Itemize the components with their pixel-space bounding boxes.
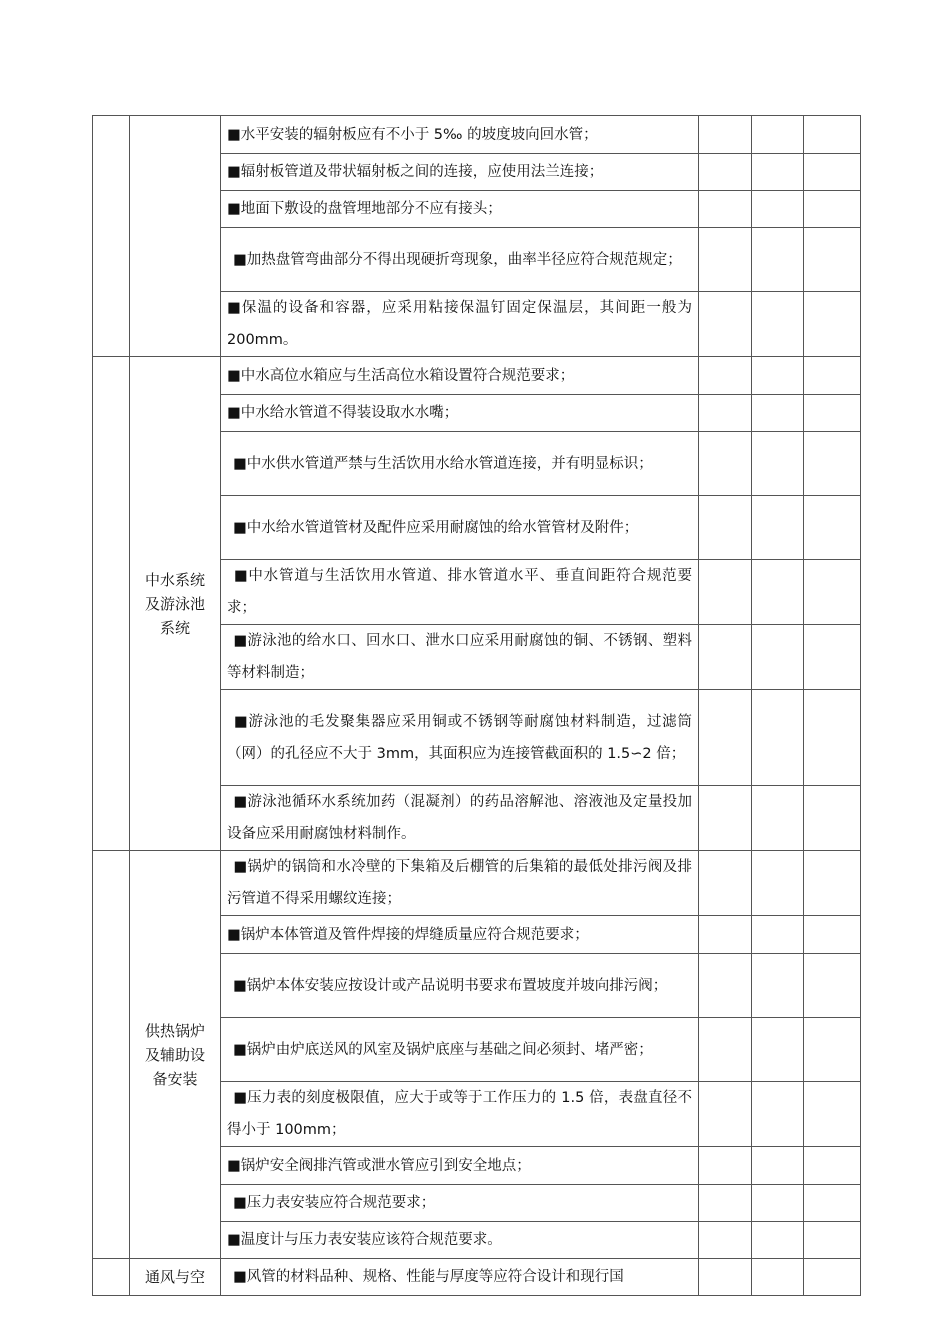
remark-cell [804, 1185, 861, 1222]
inspection-table [92, 115, 861, 1296]
remark-cell [804, 786, 861, 851]
requirement-text: ■游泳池循环水系统加药（混凝剂）的药品溶解池、溶液池及定量投加设备应采用耐腐蚀材料制作。 [227, 794, 692, 842]
requirement-cell [221, 690, 699, 786]
check-cell [752, 432, 804, 496]
check-cell [752, 228, 804, 292]
check-cell [752, 1185, 804, 1222]
result-cell [699, 916, 752, 954]
category-cell: 中水系统及游泳池系统 [130, 357, 221, 851]
check-cell [752, 560, 804, 625]
remark-cell [804, 1222, 861, 1259]
requirement-cell [221, 625, 699, 690]
requirement-text: ■游泳池的毛发聚集器应采用铜或不锈钢等耐腐蚀材料制造，过滤筒（网）的孔径应不大于 3mm，其面积应为连接管截面积的 1.5∽2 倍； [227, 713, 692, 762]
remark-cell [804, 1018, 861, 1082]
requirement-text: ■中水给水管道不得装设取水水嘴； [227, 405, 459, 421]
requirement-text: ■压力表的刻度极限值，应大于或等于工作压力的 1.5 倍，表盘直径不得小于 100mm； [227, 1090, 692, 1138]
check-cell [752, 395, 804, 432]
requirement-cell [221, 1259, 699, 1296]
requirement-text: ■中水供水管道严禁与生活饮用水给水管道连接，并有明显标识； [233, 455, 653, 472]
result-cell [699, 1185, 752, 1222]
requirement-text: ■中水管道与生活饮用水管道、排水管道水平、垂直间距符合规范要求； [227, 568, 692, 616]
requirement-text: ■中水高位水箱应与生活高位水箱设置符合规范要求； [227, 367, 575, 384]
result-cell [699, 496, 752, 560]
result-cell [699, 690, 752, 786]
serial-cell [93, 1259, 130, 1296]
remark-cell [804, 851, 861, 916]
result-cell [699, 357, 752, 395]
requirement-cell [221, 357, 699, 395]
remark-cell [804, 357, 861, 395]
requirement-text: ■温度计与压力表安装应该符合规范要求。 [227, 1232, 502, 1248]
result-cell [699, 954, 752, 1018]
requirement-cell [221, 496, 699, 560]
category-cell: 供热锅炉及辅助设备安装 [130, 851, 221, 1259]
check-cell [752, 191, 804, 228]
result-cell [699, 1147, 752, 1185]
check-cell [752, 357, 804, 395]
table-row [93, 116, 861, 154]
check-cell [752, 496, 804, 560]
requirement-cell [221, 432, 699, 496]
remark-cell [804, 191, 861, 228]
remark-cell [804, 1082, 861, 1147]
requirement-cell [221, 916, 699, 954]
requirement-cell [221, 786, 699, 851]
category-cell [130, 116, 221, 357]
requirement-cell [221, 116, 699, 154]
check-cell [752, 690, 804, 786]
requirement-text: ■中水给水管道管材及配件应采用耐腐蚀的给水管管材及附件； [233, 519, 639, 536]
remark-cell [804, 1259, 861, 1296]
requirement-cell [221, 191, 699, 228]
check-cell [752, 154, 804, 191]
requirement-text: ■锅炉的锅筒和水冷壁的下集箱及后棚管的后集箱的最低处排污阀及排污管道不得采用螺纹连接； [227, 859, 692, 907]
remark-cell [804, 116, 861, 154]
check-cell [752, 916, 804, 954]
result-cell [699, 1259, 752, 1296]
table-row [93, 1259, 861, 1296]
check-cell [752, 786, 804, 851]
requirement-cell [221, 395, 699, 432]
result-cell [699, 1082, 752, 1147]
requirement-text: ■锅炉由炉底送风的风室及锅炉底座与基础之间必须封、堵严密； [233, 1041, 653, 1058]
remark-cell [804, 625, 861, 690]
remark-cell [804, 954, 861, 1018]
check-cell [752, 1222, 804, 1259]
check-cell [752, 1018, 804, 1082]
result-cell [699, 432, 752, 496]
requirement-text: ■锅炉本体管道及管件焊接的焊缝质量应符合规范要求； [227, 926, 589, 943]
requirement-text: ■风管的材料品种、规格、性能与厚度等应符合设计和现行国 [233, 1269, 624, 1285]
requirement-text: ■加热盘管弯曲部分不得出现硬折弯现象，曲率半径应符合规范规定； [233, 251, 682, 268]
requirement-cell [221, 1082, 699, 1147]
requirement-cell [221, 560, 699, 625]
serial-cell [93, 116, 130, 357]
requirement-cell [221, 154, 699, 191]
remark-cell [804, 496, 861, 560]
remark-cell [804, 560, 861, 625]
category-cell: 通风与空 [130, 1259, 221, 1296]
requirement-text: ■压力表安装应符合规范要求； [233, 1195, 436, 1211]
remark-cell [804, 154, 861, 191]
remark-cell [804, 395, 861, 432]
remark-cell [804, 690, 861, 786]
remark-cell [804, 228, 861, 292]
remark-cell [804, 292, 861, 357]
check-cell [752, 954, 804, 1018]
requirement-cell [221, 228, 699, 292]
table-row [93, 357, 861, 395]
result-cell [699, 395, 752, 432]
requirement-cell [221, 954, 699, 1018]
check-cell [752, 625, 804, 690]
check-cell [752, 116, 804, 154]
remark-cell [804, 432, 861, 496]
requirement-text: ■保温的设备和容器，应采用粘接保温钉固定保温层，其间距一般为 200mm。 [227, 300, 692, 348]
check-cell [752, 1082, 804, 1147]
requirement-cell [221, 851, 699, 916]
result-cell [699, 625, 752, 690]
result-cell [699, 292, 752, 357]
check-cell [752, 292, 804, 357]
check-cell [752, 1147, 804, 1185]
requirement-text: ■锅炉安全阀排汽管或泄水管应引到安全地点； [227, 1157, 531, 1174]
remark-cell [804, 1147, 861, 1185]
requirement-cell [221, 1018, 699, 1082]
requirement-text: ■辐射板管道及带状辐射板之间的连接，应使用法兰连接； [227, 164, 604, 180]
check-cell [752, 851, 804, 916]
result-cell [699, 1222, 752, 1259]
requirement-cell [221, 292, 699, 357]
result-cell [699, 191, 752, 228]
result-cell [699, 228, 752, 292]
serial-cell [93, 357, 130, 851]
requirement-text: ■水平安装的辐射板应有不小于 5‰ 的坡度坡向回水管； [227, 126, 598, 143]
requirement-cell [221, 1147, 699, 1185]
table-row [93, 851, 861, 916]
result-cell [699, 154, 752, 191]
result-cell [699, 560, 752, 625]
requirement-text: ■游泳池的给水口、回水口、泄水口应采用耐腐蚀的铜、不锈钢、塑料等材料制造； [227, 633, 692, 681]
remark-cell [804, 916, 861, 954]
requirement-text: ■锅炉本体安装应按设计或产品说明书要求布置坡度并坡向排污阀； [233, 977, 668, 994]
result-cell [699, 786, 752, 851]
check-cell [752, 1259, 804, 1296]
serial-cell [93, 851, 130, 1259]
requirement-text: ■地面下敷设的盘管埋地部分不应有接头； [227, 201, 502, 217]
result-cell [699, 116, 752, 154]
result-cell [699, 1018, 752, 1082]
requirement-cell [221, 1222, 699, 1259]
requirement-cell [221, 1185, 699, 1222]
result-cell [699, 851, 752, 916]
